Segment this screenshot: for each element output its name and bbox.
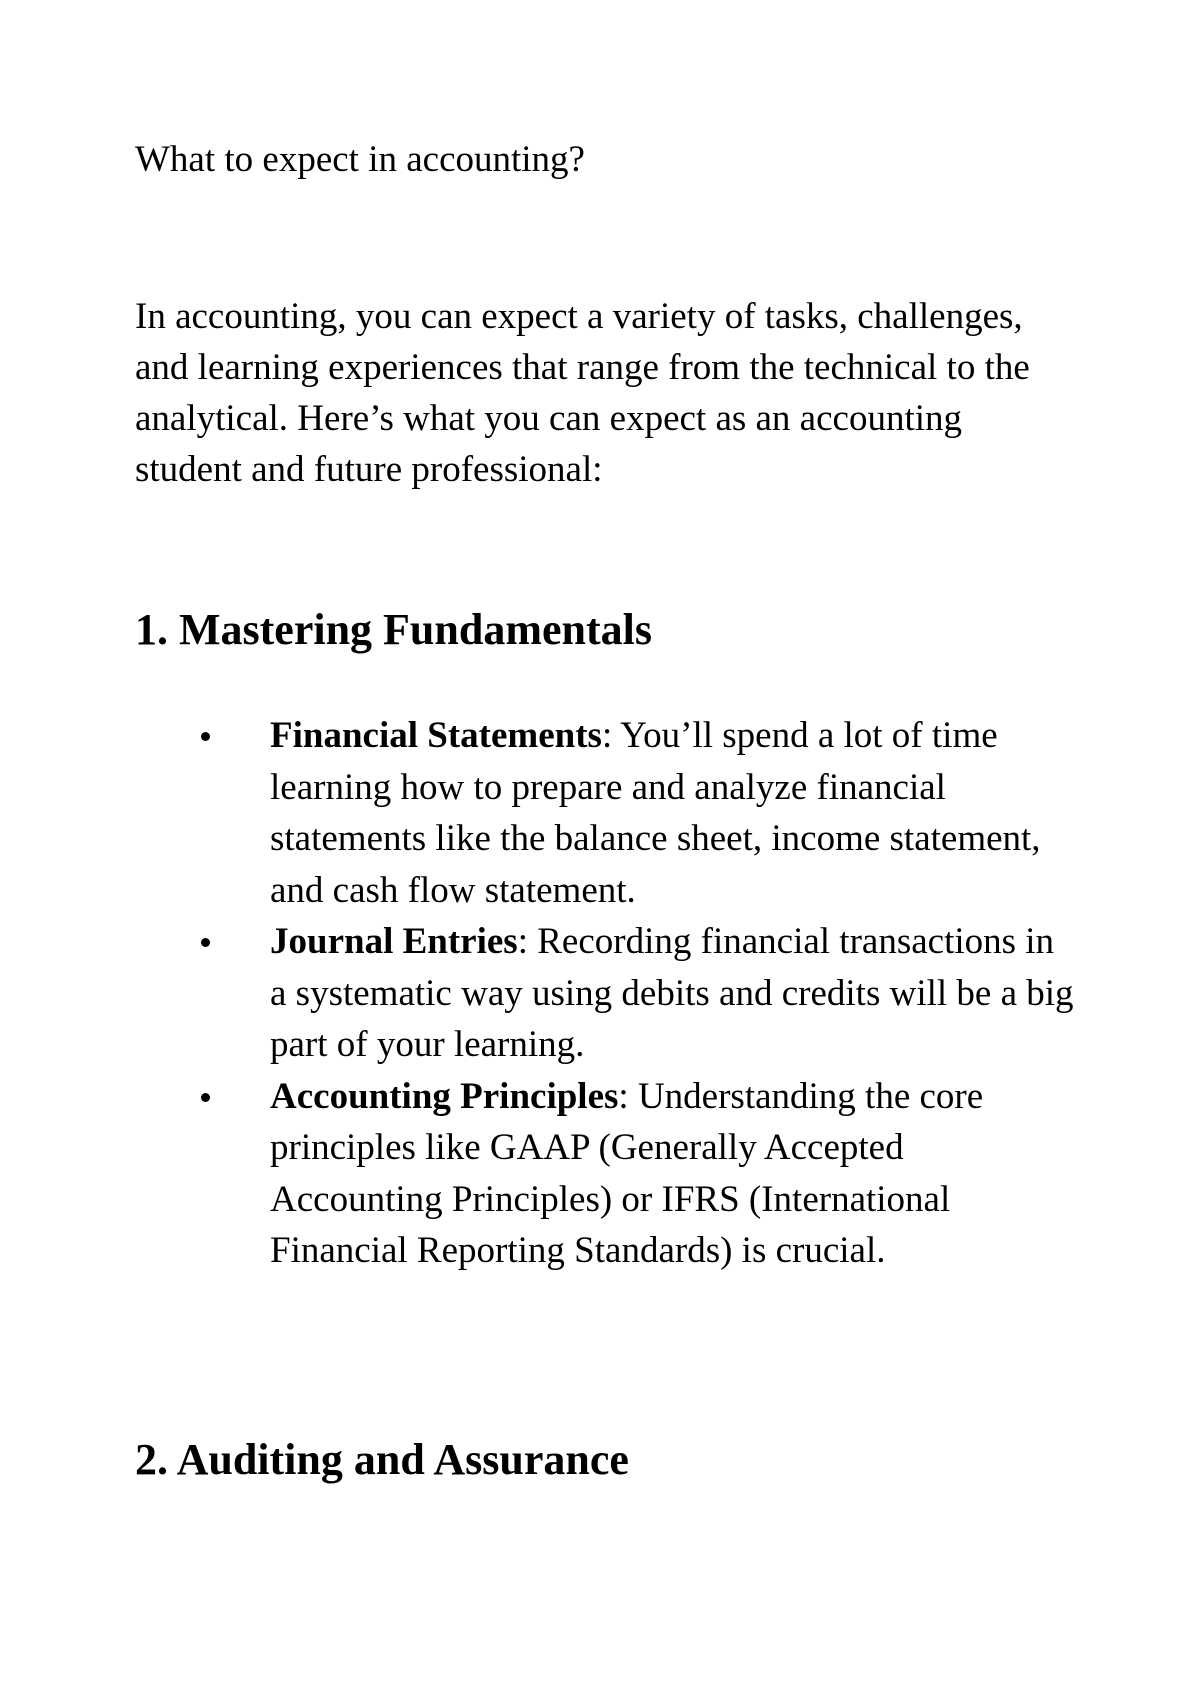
list-item-text: : Recording financial transactions in a systematic way using debits and credits will be a big part of your learning. bbox=[270, 921, 1074, 1065]
intro-paragraph: In accounting, you can expect a variety of tasks, challenges, and learning experiences that range from the technical to the analytical. Here’s what you can expect as an accounting student and future professional: bbox=[135, 296, 1030, 490]
document-title: What to expect in accounting? bbox=[135, 139, 585, 180]
list-item-text: : Understanding the core principles like GAAP (Generally Accepted Accounting Principles) or IFRS (International Financial Reporting Standards) is crucial. bbox=[270, 1075, 984, 1271]
section-heading-auditing: 2. Auditing and Assurance bbox=[135, 1435, 629, 1484]
list-item bbox=[135, 1071, 1075, 1277]
list-item-term: Journal Entries bbox=[270, 921, 518, 962]
list-item bbox=[135, 710, 1075, 916]
list-item-text: : You’ll spend a lot of time learning how to prepare and analyze financial statements like the balance sheet, income statement, and cash flow statement. bbox=[270, 715, 1041, 911]
list-item-term: Accounting Principles bbox=[270, 1075, 619, 1117]
fundamentals-bullet-list bbox=[135, 710, 1075, 1277]
bullet-icon bbox=[201, 732, 210, 741]
bullet-icon bbox=[201, 938, 210, 947]
bullet-icon bbox=[201, 1093, 210, 1102]
list-item bbox=[135, 916, 1075, 1071]
section-heading-fundamentals: 1. Mastering Fundamentals bbox=[135, 605, 652, 654]
list-item-term: Financial Statements bbox=[270, 715, 602, 756]
